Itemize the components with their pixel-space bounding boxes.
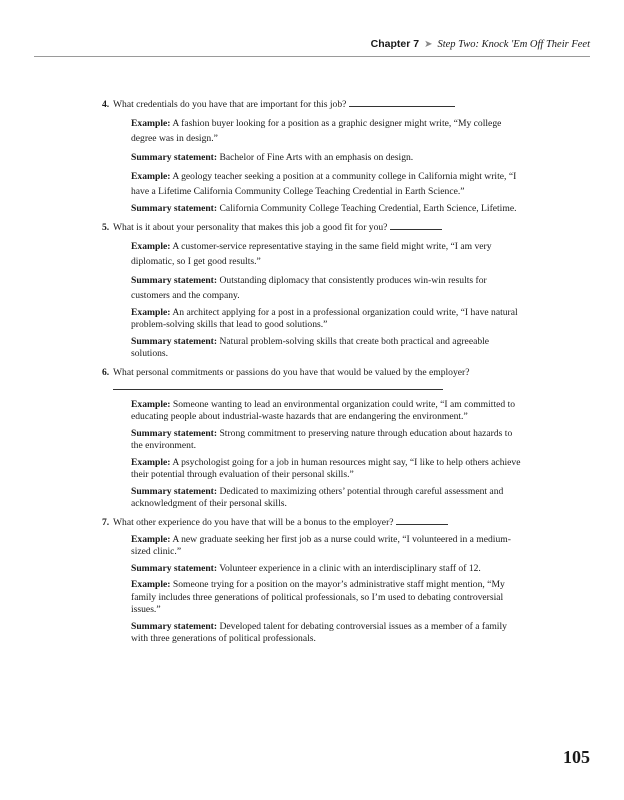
chapter-label: Chapter 7 <box>370 38 420 50</box>
header-rule <box>34 56 590 57</box>
question-text: What personal commitments or passions do you have that would be valued by the employer? <box>113 366 470 378</box>
answer-line <box>113 380 443 390</box>
question-text: What credentials do you have that are important for this job? <box>113 99 347 110</box>
question-6 <box>102 365 523 395</box>
question-5 <box>102 220 523 235</box>
answer-line <box>390 220 442 230</box>
chapter-subtitle: Step Two: Knock 'Em Off Their Feet <box>437 39 590 50</box>
question-number: 5. <box>102 221 110 233</box>
example: Example: A psychologist going for a job in human resources might say, “I like to help others achieve their potential through evaluation of their personal skills.” <box>131 456 521 480</box>
summary-statement: Summary statement: Dedicated to maximizing others’ potential through careful assessment and acknowledgment of their personal skills. <box>131 485 504 509</box>
summary-statement: Summary statement: Natural problem-solving skills that create both practical and agreeable solutions. <box>131 335 490 359</box>
answer-line <box>349 97 455 107</box>
example: Example: Someone trying for a position on the mayor’s administrative staff might mention, “My family includes three generations of political professionals, so I’m used to debating controversial issues.” <box>131 579 505 615</box>
running-header <box>371 38 590 50</box>
summary-statement: Summary statement: Outstanding diplomacy that consistently produces win-win results for customers and the company. <box>131 274 487 301</box>
example: Example: Someone wanting to lead an environmental organization could write, “I am committed to educating people about industrial-waste hazards that are endangering the environment.” <box>131 398 516 422</box>
example: Example: A fashion buyer looking for a position as a graphic designer might write, “My college degree was in design.” <box>131 118 502 144</box>
question-4 <box>102 97 523 112</box>
answer-line <box>396 515 448 525</box>
example: Example: A customer-service representative staying in the same field might write, “I am very diplomatic, so I get good results.” <box>131 240 492 267</box>
summary-statement: Summary statement: Volunteer experience in a clinic with an interdisciplinary staff of 12. <box>131 562 481 574</box>
example: Example: A new graduate seeking her first job as a nurse could write, “I volunteered in a medium-sized clinic.” <box>131 533 511 557</box>
example: Example: An architect applying for a post in a professional organization could write, “I have natural problem-solving skills that lead to good solutions.” <box>131 306 518 330</box>
question-number: 6. <box>102 366 110 378</box>
arrow-icon: ➤ <box>424 39 433 50</box>
summary-statement: Summary statement: California Community College Teaching Credential, Earth Science, Lifetime. <box>131 203 517 214</box>
summary-statement: Summary statement: Developed talent for debating controversial issues as a member of a family with three generations of political professionals. <box>131 620 507 644</box>
summary-statement: Summary statement: Bachelor of Fine Arts with an emphasis on design. <box>131 152 414 163</box>
question-7 <box>102 515 523 530</box>
page-body <box>102 97 523 650</box>
page-number: 105 <box>563 747 590 767</box>
question-text: What is it about your personality that makes this job a good fit for you? <box>113 221 388 233</box>
question-number: 4. <box>102 99 110 110</box>
question-text: What other experience do you have that will be a bonus to the employer? <box>113 516 394 528</box>
example: Example: A geology teacher seeking a position at a community college in California might write, “I have a Lifetime California Community College Teaching Credential in Earth Science.” <box>131 171 517 197</box>
question-number: 7. <box>102 516 110 528</box>
summary-statement: Summary statement: Strong commitment to preserving nature through education about hazards to the environment. <box>131 427 513 451</box>
